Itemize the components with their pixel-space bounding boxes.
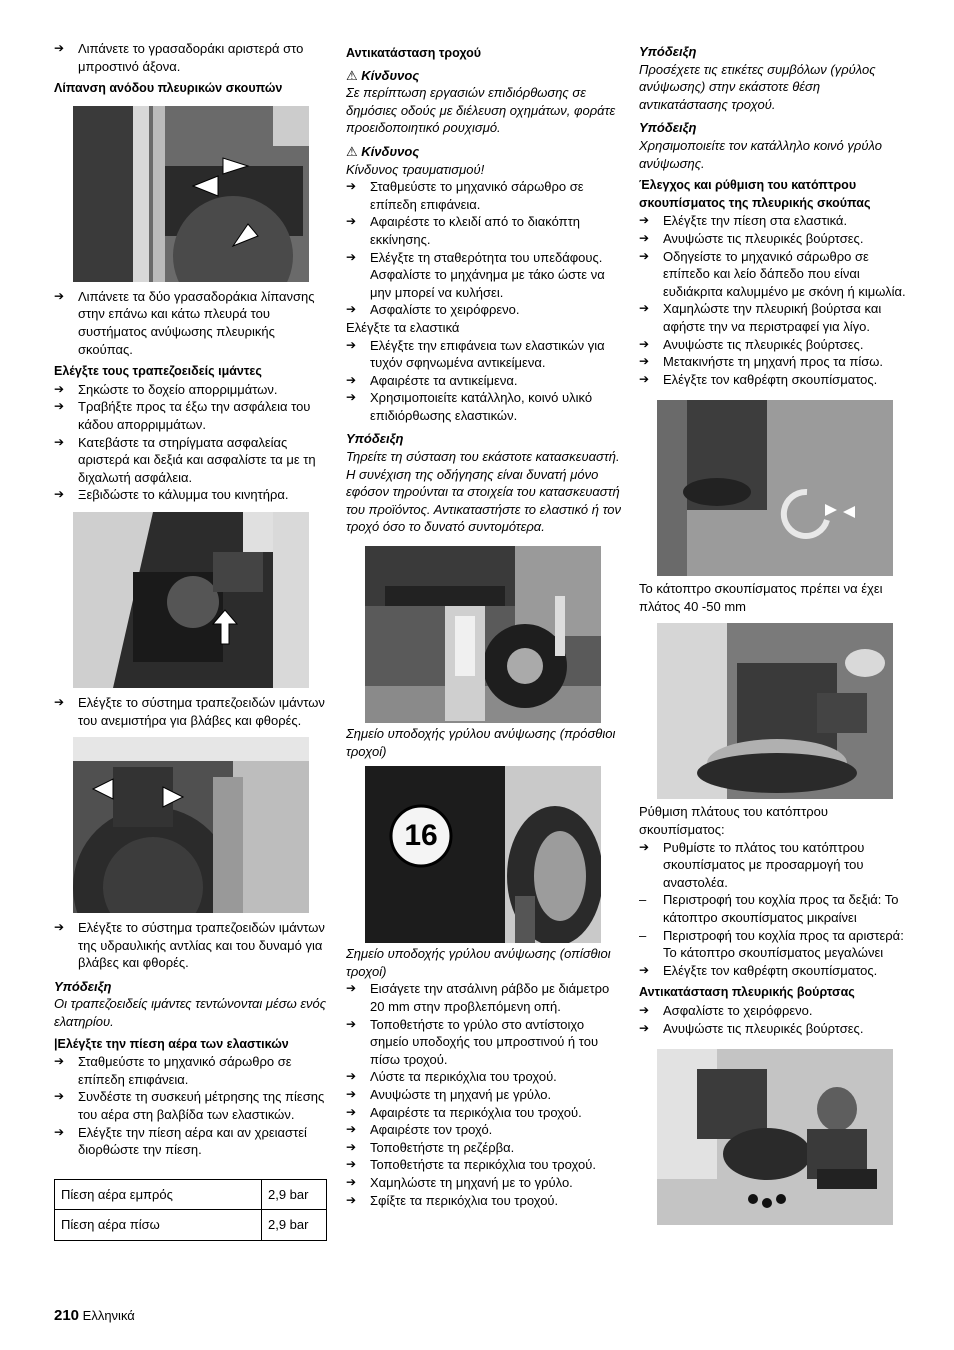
photo-caption: Ρύθμιση πλάτους του κατόπτρου σκουπίσματος:: [639, 804, 828, 838]
arrow-icon: ➔: [346, 302, 357, 317]
arrow-icon: ➔: [639, 1020, 650, 1035]
photo-drawing: [657, 1049, 893, 1225]
arrow-icon: ➔: [54, 694, 65, 709]
arrow-icon: ➔: [54, 1089, 65, 1104]
arrow-icon: ➔: [346, 179, 357, 194]
step: ➔ Αφαιρέστε τον τροχό.: [346, 1122, 493, 1138]
step: ➔ Λύστε τα περικόχλια του τροχού.: [346, 1069, 557, 1085]
arrow-icon: ➔: [346, 1157, 357, 1172]
table-cell: 2,9 bar: [262, 1210, 327, 1241]
arrow-icon: ➔: [54, 399, 65, 414]
step: ➔ Εισάγετε την ατσάλινη ράβδο με διάμετρο 20 mm στην προβλεπόμενη οπή.: [346, 981, 610, 1014]
page-footer: [54, 1307, 135, 1325]
arrow-icon: ➔: [54, 434, 65, 449]
note-text: Οι τραπεζοειδείς ιμάντες τεντώνονται μέσω ενός ελατηρίου.: [54, 996, 327, 1030]
note-title: Υπόδειξη: [639, 44, 697, 59]
photo-caption: Σημείο υποδοχής γρύλου ανύψωσης (οπίσθιοι τροχοί): [346, 946, 611, 979]
wheel-number-label: 16: [404, 819, 438, 853]
arrow-icon: ➔: [346, 1104, 357, 1119]
photo-drawing: [73, 106, 309, 282]
danger-title: ⚠ Κίνδυνος: [346, 143, 420, 159]
step: ➔ Μετακινήστε τη μηχανή προς τα πίσω.: [639, 354, 883, 370]
photo-drawing: [365, 766, 601, 943]
arrow-icon: ➔: [346, 390, 357, 405]
photo-side-broom-lift: [73, 106, 309, 282]
photo-rear-jack-point: [365, 766, 601, 943]
arrow-icon: ➔: [639, 839, 650, 854]
step: ➔ Ανυψώστε τη μηχανή με γρύλο.: [346, 1086, 552, 1102]
photo-caption: Το κάτοπτρο σκουπίσματος πρέπει να έχει πλάτος 40 -50 mm: [639, 581, 883, 614]
photo-drawing: [657, 400, 893, 576]
dash-item: – Περιστροφή του κοχλία προς τα αριστερά: Το κάτοπτρο σκουπίσματος μεγαλώνει: [639, 927, 904, 961]
arrow-icon: ➔: [54, 1124, 65, 1139]
step: ➔ Οδηγείστε το μηχανικό σάρωθρο σε επίπεδο και λείο δάπεδο που είναι ευδιάκριτα καλυμμένο με σκόνη ή κιμωλία.: [639, 248, 906, 299]
arrow-icon: ➔: [346, 1086, 357, 1101]
photo-drawing: [657, 623, 893, 799]
arrow-icon: ➔: [346, 214, 357, 229]
note-text: Προσέχετε τις ετικέτες συμβόλων (γρύλος ανύψωσης) στην εκάστοτε θέση αντικατάστασης τροχού.: [639, 61, 876, 112]
table-cell: Πίεση αέρα εμπρός: [55, 1179, 262, 1210]
photo-front-jack-point: [365, 546, 601, 723]
arrow-icon: ➔: [346, 1192, 357, 1207]
step: ➔ Ασφαλίστε το χειρόφρενο.: [346, 302, 520, 318]
step: ➔ Σταθμεύστε το μηχανικό σάρωθρο σε επίπεδη επιφάνεια.: [346, 179, 584, 212]
warning-icon: ⚠: [346, 67, 358, 83]
heading: Αντικατάσταση τροχού: [346, 46, 481, 60]
dash-bullet: –: [639, 927, 647, 943]
arrow-icon: ➔: [346, 981, 357, 996]
heading: |Ελέγξτε την πίεση αέρα των ελαστικών: [54, 1036, 289, 1051]
step: ➔ Ελέγξτε την πίεση αέρα και αν χρειαστεί διορθώστε την πίεση.: [54, 1124, 307, 1158]
arrow-icon: ➔: [54, 920, 65, 935]
danger-text: Σε περίπτωση εργασιών επιδιόρθωσης σε δημόσιες οδούς με διέλευση οχημάτων, φοράτε προειδοποιητικό ρουχισμό.: [346, 85, 616, 136]
table-row: [55, 1210, 327, 1241]
warning-icon: ⚠: [346, 143, 358, 159]
arrow-icon: ➔: [639, 336, 650, 351]
step: ➔ Αφαιρέστε τα αντικείμενα.: [346, 372, 518, 388]
arrow-icon: ➔: [639, 371, 650, 386]
step: ➔ Σταθμεύστε το μηχανικό σάρωθρο σε επίπεδη επιφάνεια.: [54, 1054, 292, 1087]
step: ➔ Ελέγξτε τον καθρέφτη σκουπίσματος.: [639, 371, 878, 387]
step: ➔ Χαμηλώστε την πλευρική βούρτσα και αφήστε την να περιστραφεί για λίγο.: [639, 301, 882, 334]
step: ➔ Ελέγξτε τη σταθερότητα του υπεδάφους. Ασφαλίστε το μηχάνημα με τάκο ώστε να μην μπορεί να κυλήσει.: [346, 249, 605, 300]
table-cell: Πίεση αέρα πίσω: [55, 1210, 262, 1241]
danger-text: Κίνδυνος τραυματισμού!: [346, 161, 485, 177]
step: ➔ Τοποθετήστε το γρύλο στο αντίστοιχο σημείο υποδοχής του μπροστινού ή του πίσω τροχού.: [346, 1016, 599, 1067]
note-text: Χρησιμοποιείτε τον κατάλληλο κοινό γρύλο ανύψωσης.: [639, 137, 882, 171]
step: ➔ Συνδέστε τη συσκευή μέτρησης της πίεσης του αέρα στη βαλβίδα των ελαστικών.: [54, 1089, 325, 1123]
step: ➔ Σηκώστε το δοχείο απορριμμάτων.: [54, 381, 278, 397]
page-number: 210: [54, 1307, 80, 1324]
step: ➔ Τοποθετήστε τα περικόχλια του τροχού.: [346, 1157, 596, 1173]
arrow-icon: ➔: [639, 1003, 650, 1017]
step: ➔ Ανυψώστε τις πλευρικές βούρτσες.: [639, 1020, 864, 1036]
photo-v-belt: [73, 737, 309, 913]
arrow-icon: ➔: [639, 354, 650, 369]
step: ➔ Κατεβάστε τα στηρίγματα ασφαλείας αριστερά και δεξιά και ασφαλίστε τα με τη διχαλωτή ασφάλεια.: [54, 434, 316, 485]
step: ➔ Λιπάνετε το γρασαδοράκι αριστερά στο μπροστινό άξονα.: [54, 41, 304, 74]
arrow-icon: ➔: [346, 1016, 357, 1031]
heading: Λίπανση ανόδου πλευρικών σκουπών: [54, 81, 283, 96]
photo-mirror-adjustment: [657, 623, 893, 799]
danger-title: ⚠ Κίνδυνος: [346, 67, 420, 83]
heading: Έλεγχος και ρύθμιση του κατόπτρου σκουπίσματος της πλευρικής σκούπας: [639, 178, 871, 210]
heading: Ελέγξτε τους τραπεζοειδείς ιμάντες: [54, 364, 262, 379]
heading: Αντικατάσταση πλευρικής βούρτσας: [639, 985, 855, 1000]
photo-sweeping-mirror: [657, 400, 893, 576]
column-2: [346, 40, 622, 1209]
step: ➔ Χαμηλώστε τη μηχανή με το γρύλο.: [346, 1174, 573, 1190]
column-3: [639, 40, 911, 1225]
note-title: Υπόδειξη: [54, 978, 112, 994]
arrow-icon: ➔: [639, 301, 650, 316]
arrow-icon: ➔: [639, 213, 650, 228]
step: ➔ Ελέγξτε το σύστημα τραπεζοειδών ιμάντων της υδραυλικής αντλίας και του δυναμό για βλάβες και φθορές.: [54, 920, 325, 971]
note-title: Υπόδειξη: [639, 120, 697, 136]
arrow-icon: ➔: [639, 248, 650, 263]
step: ➔ Ξεβιδώστε το κάλυμμα του κινητήρα.: [54, 487, 289, 503]
step: ➔ Σφίξτε τα περικόχλια του τροχού.: [346, 1192, 559, 1208]
tire-pressure-table: [54, 1179, 327, 1241]
arrow-icon: ➔: [346, 1139, 357, 1154]
photo-drawing: [73, 512, 309, 688]
step: ➔ Ελέγξτε την επιφάνεια των ελαστικών για τυχόν σφηνωμένα αντικείμενα.: [346, 337, 605, 371]
step: ➔ Ελέγξτε το σύστημα τραπεζοειδών ιμάντων του ανεμιστήρα για βλάβες και φθορές.: [54, 694, 325, 728]
step: ➔ Αφαιρέστε τα περικόχλια του τροχού.: [346, 1104, 582, 1120]
arrow-icon: ➔: [54, 288, 65, 303]
step: ➔ Ανυψώστε τις πλευρικές βούρτσες.: [639, 336, 864, 352]
arrow-icon: ➔: [346, 337, 357, 352]
arrow-icon: ➔: [639, 230, 650, 245]
step: ➔ Χρησιμοποιείτε κατάλληλο, κοινό υλικό επιδιόρθωσης ελαστικών.: [346, 390, 593, 423]
step: ➔ Ασφαλίστε το χειρόφρενο.: [639, 1003, 813, 1018]
arrow-icon: ➔: [54, 487, 65, 502]
arrow-icon: ➔: [346, 249, 357, 264]
arrow-icon: ➔: [54, 1054, 65, 1069]
arrow-icon: ➔: [639, 962, 650, 977]
step: ➔ Ανυψώστε τις πλευρικές βούρτσες.: [639, 230, 864, 246]
arrow-icon: ➔: [346, 372, 357, 387]
step: ➔ Τραβήξτε προς τα έξω την ασφάλεια του κάδου απορριμμάτων.: [54, 399, 311, 432]
photo-engine-compartment: [73, 512, 309, 688]
column-1: [54, 40, 329, 1241]
arrow-icon: ➔: [54, 41, 65, 55]
photo-brush-replacement: [657, 1049, 893, 1225]
photo-drawing: [73, 737, 309, 913]
note-text: Τηρείτε τη σύσταση του εκάστοτε κατασκευαστή. Η συνέχιση της οδήγησης είναι δυνατή μόνο εφόσον τηρούνται τα στοιχεία του κατασκευαστή του προϊόντος. Αντικαταστήστε το ελαστικό ή τον τροχό όσο το δυνατό συντομότερα.: [346, 449, 621, 535]
dash-bullet: –: [639, 892, 647, 908]
step: ➔ Ρυθμίστε το πλάτος του κατόπτρου σκουπίσματος με προσαρμογή του αναστολέα.: [639, 839, 865, 890]
arrow-icon: ➔: [346, 1122, 357, 1137]
step: ➔ Τοποθετήστε τη ρεζέρβα.: [346, 1139, 515, 1155]
arrow-icon: ➔: [346, 1174, 357, 1189]
arrow-icon: ➔: [346, 1069, 357, 1084]
photo-caption: Σημείο υποδοχής γρύλου ανύψωσης (πρόσθιοι τροχοί): [346, 726, 616, 759]
step: ➔ Αφαιρέστε το κλειδί από το διακόπτη εκκίνησης.: [346, 214, 580, 247]
table-cell: 2,9 bar: [262, 1179, 327, 1210]
dash-item: – Περιστροφή του κοχλία προς τα δεξιά: Το κάτοπτρο σκουπίσματος μικραίνει: [639, 892, 899, 926]
step: ➔ Ελέγξτε τον καθρέφτη σκουπίσματος.: [639, 962, 878, 978]
arrow-icon: ➔: [54, 381, 65, 396]
language-label: Ελληνικά: [82, 1308, 135, 1323]
step: ➔ Λιπάνετε τα δύο γρασαδοράκια λίπανσης στην επάνω και κάτω πλευρά του συστήματος ανύψωσης πλευρικής σκούπας.: [54, 288, 315, 357]
step: ➔ Ελέγξτε την πίεση στα ελαστικά.: [639, 213, 848, 229]
plain-text: Ελέγξτε τα ελαστικά: [346, 319, 460, 335]
table-row: [55, 1179, 327, 1210]
note-title: Υπόδειξη: [346, 431, 404, 447]
photo-drawing: [365, 546, 601, 723]
